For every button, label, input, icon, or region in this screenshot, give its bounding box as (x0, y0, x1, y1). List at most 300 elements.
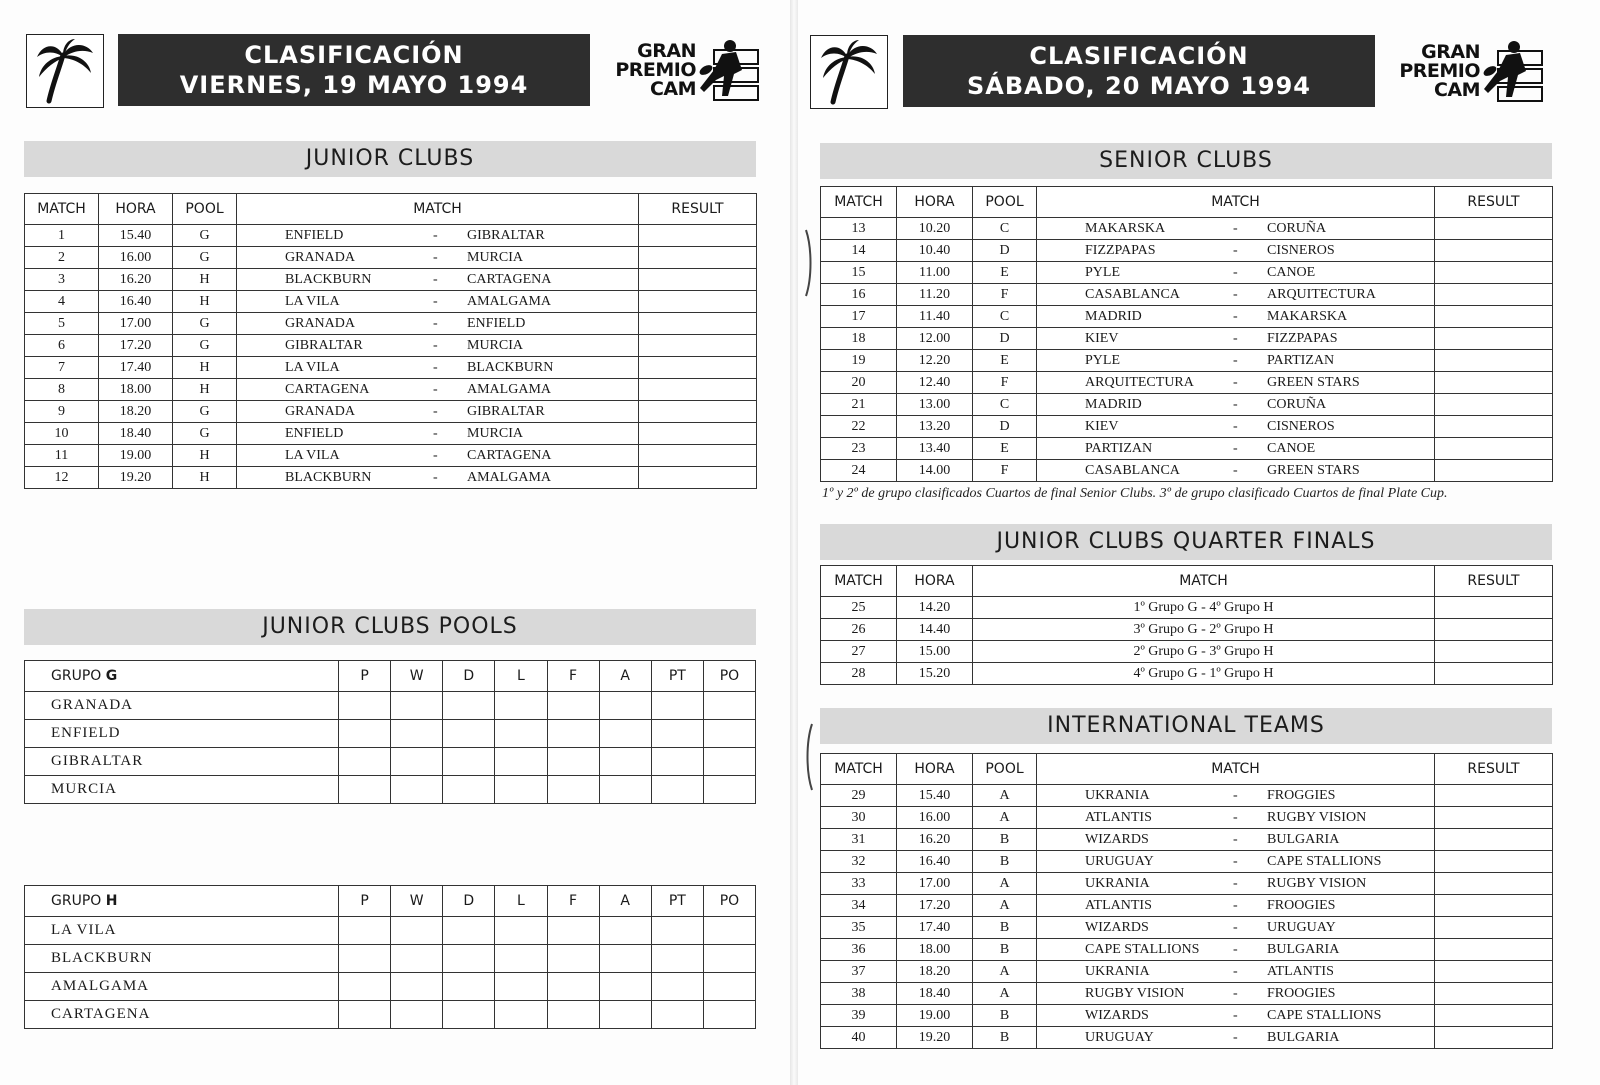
result-cell[interactable] (1435, 829, 1553, 851)
stat-cell[interactable] (599, 973, 651, 1001)
result-cell[interactable] (1435, 416, 1553, 438)
away-team: RUGBY VISION (1267, 810, 1367, 825)
palm-tree-icon (27, 35, 103, 107)
grupo-g-table (24, 660, 756, 804)
hora-cell: 17.00 (99, 313, 173, 335)
table-row (25, 313, 757, 335)
senior-qualification-note: 1º y 2º de grupo clasificados Cuartos de final Senior Clubs. 3º de grupo clasificado Cuartos de final Plate Cup. (822, 486, 1448, 501)
stat-cell[interactable] (703, 945, 755, 973)
away-team: FROOGIES (1267, 898, 1336, 913)
stat-cell[interactable] (547, 748, 599, 776)
hora-cell: 18.20 (897, 961, 973, 983)
result-cell[interactable] (639, 401, 757, 423)
hora-cell: 14.40 (897, 619, 973, 641)
stat-cell[interactable] (495, 748, 547, 776)
pool-cell: G (173, 247, 237, 269)
table-row (821, 983, 1553, 1005)
match-number-cell: 5 (25, 313, 99, 335)
hora-cell: 16.40 (99, 291, 173, 313)
stat-cell[interactable] (703, 776, 755, 804)
match-cell (237, 357, 639, 379)
match-separator: - (1233, 810, 1238, 825)
hora-cell: 11.00 (897, 262, 973, 284)
team-name-cell: CARTAGENA (25, 1001, 339, 1029)
table-row (821, 218, 1553, 240)
col-header-match-no: MATCH (821, 187, 897, 218)
stat-cell[interactable] (651, 748, 703, 776)
col-header-match: MATCH (973, 566, 1435, 597)
col-header-p: P (339, 661, 391, 692)
stat-cell[interactable] (651, 692, 703, 720)
stat-cell[interactable] (599, 945, 651, 973)
match-cell (1037, 895, 1435, 917)
match-cell (237, 313, 639, 335)
match-number-cell: 29 (821, 785, 897, 807)
home-team: ATLANTIS (1085, 898, 1152, 913)
match-cell (237, 291, 639, 313)
stat-cell[interactable] (495, 917, 547, 945)
stat-cell[interactable] (547, 973, 599, 1001)
stat-cell[interactable] (495, 720, 547, 748)
pool-cell: B (973, 939, 1037, 961)
hora-cell: 18.00 (897, 939, 973, 961)
match-number-cell: 7 (25, 357, 99, 379)
home-team: WIZARDS (1085, 832, 1149, 847)
home-team: URUGUAY (1085, 1030, 1154, 1045)
pool-cell: D (973, 328, 1037, 350)
away-team: CISNEROS (1267, 243, 1335, 258)
away-team: URUGUAY (1267, 920, 1336, 935)
stat-cell[interactable] (651, 776, 703, 804)
result-cell[interactable] (1435, 438, 1553, 460)
away-team: AMALGAMA (467, 470, 551, 485)
table-row (821, 394, 1553, 416)
match-cell: 4º Grupo G - 1º Grupo H (973, 663, 1435, 685)
result-cell[interactable] (1435, 983, 1553, 1005)
match-number-cell: 26 (821, 619, 897, 641)
pool-cell: B (973, 917, 1037, 939)
home-team: PARTIZAN (1085, 441, 1153, 456)
stat-cell[interactable] (495, 1001, 547, 1029)
international-teams-heading: INTERNATIONAL TEAMS (820, 708, 1552, 744)
stat-cell[interactable] (443, 748, 495, 776)
stat-cell[interactable] (339, 748, 391, 776)
match-cell: 2º Grupo G - 3º Grupo H (973, 641, 1435, 663)
home-team: GRANADA (285, 404, 355, 419)
match-separator: - (433, 250, 438, 265)
hora-cell: 19.00 (99, 445, 173, 467)
hora-cell: 15.40 (897, 785, 973, 807)
stat-cell[interactable] (703, 692, 755, 720)
stat-cell[interactable] (339, 1001, 391, 1029)
match-separator: - (433, 448, 438, 463)
stat-cell[interactable] (443, 720, 495, 748)
match-separator: - (433, 426, 438, 441)
away-team: ATLANTIS (1267, 964, 1334, 979)
match-number-cell: 14 (821, 240, 897, 262)
stat-cell[interactable] (599, 917, 651, 945)
col-header-d: D (443, 886, 495, 917)
stat-cell[interactable] (391, 1001, 443, 1029)
match-separator: - (1233, 397, 1238, 412)
home-team: LA VILA (285, 360, 340, 375)
stat-cell[interactable] (339, 692, 391, 720)
result-cell[interactable] (1435, 961, 1553, 983)
home-team: ATLANTIS (1085, 810, 1152, 825)
match-separator: - (1233, 1008, 1238, 1023)
table-header-row (821, 566, 1553, 597)
match-number-cell: 23 (821, 438, 897, 460)
result-cell[interactable] (639, 357, 757, 379)
result-cell[interactable] (639, 269, 757, 291)
stat-cell[interactable] (391, 776, 443, 804)
hora-cell: 15.20 (897, 663, 973, 685)
col-header-pool: POOL (973, 754, 1037, 785)
result-cell[interactable] (1435, 1005, 1553, 1027)
away-team: CAPE STALLIONS (1267, 1008, 1382, 1023)
result-cell[interactable] (1435, 785, 1553, 807)
quarter-finals-heading: JUNIOR CLUBS QUARTER FINALS (820, 524, 1552, 560)
result-cell[interactable] (639, 225, 757, 247)
stat-cell[interactable] (651, 917, 703, 945)
stat-cell[interactable] (599, 720, 651, 748)
home-team: CASABLANCA (1085, 463, 1180, 478)
match-cell (1037, 372, 1435, 394)
stat-cell[interactable] (339, 945, 391, 973)
col-header-hora: HORA (897, 566, 973, 597)
col-header-result: RESULT (1435, 187, 1553, 218)
team-name-cell: GIBRALTAR (25, 748, 339, 776)
stat-cell[interactable] (391, 692, 443, 720)
pool-cell: D (973, 416, 1037, 438)
hora-cell: 12.20 (897, 350, 973, 372)
stat-cell[interactable] (599, 1001, 651, 1029)
hora-cell: 18.00 (99, 379, 173, 401)
match-number-cell: 40 (821, 1027, 897, 1049)
stat-cell[interactable] (391, 917, 443, 945)
result-cell[interactable] (639, 335, 757, 357)
table-row (821, 350, 1553, 372)
hora-cell: 15.40 (99, 225, 173, 247)
stat-cell[interactable] (599, 748, 651, 776)
stat-cell[interactable] (651, 973, 703, 1001)
match-separator: - (433, 316, 438, 331)
stat-cell[interactable] (339, 973, 391, 1001)
stat-cell[interactable] (547, 917, 599, 945)
result-cell[interactable] (639, 445, 757, 467)
match-number-cell: 39 (821, 1005, 897, 1027)
pool-cell: E (973, 262, 1037, 284)
match-cell (1037, 873, 1435, 895)
table-row (25, 692, 756, 720)
result-cell[interactable] (1435, 597, 1553, 619)
pool-cell: H (173, 445, 237, 467)
grupo-h-header: GRUPO H (25, 886, 339, 917)
result-cell[interactable] (1435, 240, 1553, 262)
pool-cell: H (173, 357, 237, 379)
result-cell[interactable] (1435, 284, 1553, 306)
match-number-cell: 33 (821, 873, 897, 895)
result-cell[interactable] (1435, 460, 1553, 482)
home-team: MADRID (1085, 397, 1142, 412)
result-cell[interactable] (639, 467, 757, 489)
result-cell[interactable] (1435, 851, 1553, 873)
palm-tree-icon (811, 36, 887, 108)
stat-cell[interactable] (443, 945, 495, 973)
match-cell (237, 467, 639, 489)
table-row (25, 776, 756, 804)
away-team: FROGGIES (1267, 788, 1336, 803)
stat-cell[interactable] (391, 720, 443, 748)
match-number-cell: 2 (25, 247, 99, 269)
hora-cell: 16.20 (99, 269, 173, 291)
table-row (821, 939, 1553, 961)
match-cell: 3º Grupo G - 2º Grupo H (973, 619, 1435, 641)
pool-cell: C (973, 306, 1037, 328)
result-cell[interactable] (1435, 306, 1553, 328)
pool-cell: H (173, 291, 237, 313)
pool-cell: E (973, 350, 1037, 372)
stat-cell[interactable] (599, 692, 651, 720)
result-cell[interactable] (1435, 1027, 1553, 1049)
col-header-match-no: MATCH (821, 566, 897, 597)
gran-premio-cam-text: GRAN PREMIO CAM (1399, 41, 1480, 101)
match-cell (1037, 851, 1435, 873)
match-separator: - (1233, 920, 1238, 935)
home-team: WIZARDS (1085, 920, 1149, 935)
gran-premio-cam-text: GRAN PREMIO CAM (615, 40, 696, 100)
match-number-cell: 9 (25, 401, 99, 423)
stat-cell[interactable] (547, 692, 599, 720)
stat-cell[interactable] (547, 945, 599, 973)
match-cell (1037, 416, 1435, 438)
match-cell (1037, 328, 1435, 350)
match-cell (237, 379, 639, 401)
col-header-p: P (339, 886, 391, 917)
stat-cell[interactable] (599, 776, 651, 804)
match-number-cell: 31 (821, 829, 897, 851)
stat-cell[interactable] (391, 973, 443, 1001)
stat-cell[interactable] (703, 1001, 755, 1029)
col-header-f: F (547, 886, 599, 917)
home-team: BLACKBURN (285, 470, 372, 485)
match-separator: - (1233, 375, 1238, 390)
away-team: AMALGAMA (467, 382, 551, 397)
table-row (25, 423, 757, 445)
stat-cell[interactable] (443, 917, 495, 945)
away-team: BULGARIA (1267, 942, 1340, 957)
home-team: UKRANIA (1085, 876, 1150, 891)
team-name-cell: BLACKBURN (25, 945, 339, 973)
home-team: MADRID (1085, 309, 1142, 324)
away-team: FIZZPAPAS (1267, 331, 1338, 346)
gran-premio-cam-logo (596, 36, 762, 108)
result-cell[interactable] (1435, 895, 1553, 917)
away-team: CARTAGENA (467, 448, 552, 463)
match-number-cell: 18 (821, 328, 897, 350)
away-team: GIBRALTAR (467, 228, 545, 243)
pool-cell: H (173, 467, 237, 489)
stat-cell[interactable] (495, 945, 547, 973)
hora-cell: 18.40 (99, 423, 173, 445)
quarter-finals-table (820, 565, 1553, 685)
match-number-cell: 28 (821, 663, 897, 685)
pool-cell: A (973, 807, 1037, 829)
result-cell[interactable] (1435, 372, 1553, 394)
right-title-line2: SÁBADO, 20 MAYO 1994 (967, 72, 1311, 100)
pool-cell: B (973, 1027, 1037, 1049)
match-number-cell: 8 (25, 379, 99, 401)
match-cell (1037, 829, 1435, 851)
stat-cell[interactable] (339, 776, 391, 804)
stat-cell[interactable] (443, 973, 495, 1001)
table-row (821, 663, 1553, 685)
result-cell[interactable] (1435, 641, 1553, 663)
col-header-result: RESULT (639, 194, 757, 225)
stat-cell[interactable] (443, 692, 495, 720)
home-team: MAKARSKA (1085, 221, 1166, 236)
stat-cell[interactable] (495, 692, 547, 720)
col-header-result: RESULT (1435, 754, 1553, 785)
match-separator: - (1233, 898, 1238, 913)
result-cell[interactable] (1435, 939, 1553, 961)
stat-cell[interactable] (443, 1001, 495, 1029)
match-cell (237, 445, 639, 467)
table-row (821, 262, 1553, 284)
away-team: BULGARIA (1267, 1030, 1340, 1045)
col-header-hora: HORA (99, 194, 173, 225)
match-number-cell: 4 (25, 291, 99, 313)
stat-cell[interactable] (495, 776, 547, 804)
result-cell[interactable] (639, 247, 757, 269)
stat-cell[interactable] (651, 1001, 703, 1029)
result-cell[interactable] (639, 423, 757, 445)
table-row (821, 873, 1553, 895)
col-header-l: L (495, 661, 547, 692)
table-row (25, 917, 756, 945)
stat-cell[interactable] (703, 973, 755, 1001)
table-row (25, 1001, 756, 1029)
stat-cell[interactable] (339, 720, 391, 748)
stat-cell[interactable] (547, 720, 599, 748)
stat-cell[interactable] (547, 1001, 599, 1029)
stat-cell[interactable] (495, 973, 547, 1001)
result-cell[interactable] (1435, 663, 1553, 685)
result-cell[interactable] (1435, 262, 1553, 284)
home-team: CASABLANCA (1085, 287, 1180, 302)
pool-cell: H (173, 379, 237, 401)
result-cell[interactable] (639, 291, 757, 313)
match-cell (237, 225, 639, 247)
staple-top (804, 228, 814, 298)
result-cell[interactable] (1435, 218, 1553, 240)
table-header-row (25, 886, 756, 917)
pool-cell: A (973, 873, 1037, 895)
stat-cell[interactable] (339, 917, 391, 945)
result-cell[interactable] (1435, 619, 1553, 641)
table-row (821, 917, 1553, 939)
home-team: URUGUAY (1085, 854, 1154, 869)
pool-cell: G (173, 313, 237, 335)
col-header-pt: PT (651, 661, 703, 692)
table-row (821, 785, 1553, 807)
stat-cell[interactable] (651, 945, 703, 973)
col-header-l: L (495, 886, 547, 917)
col-header-a: A (599, 661, 651, 692)
table-row (25, 225, 757, 247)
home-team: UKRANIA (1085, 964, 1150, 979)
col-header-result: RESULT (1435, 566, 1553, 597)
stat-cell[interactable] (703, 917, 755, 945)
match-number-cell: 15 (821, 262, 897, 284)
home-team: KIEV (1085, 331, 1119, 346)
hora-cell: 13.00 (897, 394, 973, 416)
result-cell[interactable] (1435, 350, 1553, 372)
table-header-row (25, 194, 757, 225)
stat-cell[interactable] (651, 720, 703, 748)
match-number-cell: 20 (821, 372, 897, 394)
away-team: CORUÑA (1267, 221, 1327, 236)
col-header-hora: HORA (897, 754, 973, 785)
match-number-cell: 16 (821, 284, 897, 306)
stat-cell[interactable] (391, 748, 443, 776)
pool-cell: A (973, 961, 1037, 983)
stat-cell[interactable] (703, 748, 755, 776)
hora-cell: 11.40 (897, 306, 973, 328)
result-cell[interactable] (1435, 394, 1553, 416)
stat-cell[interactable] (443, 776, 495, 804)
stat-cell[interactable] (547, 776, 599, 804)
home-team: GRANADA (285, 250, 355, 265)
match-number-cell: 3 (25, 269, 99, 291)
pool-cell: B (973, 829, 1037, 851)
result-cell[interactable] (1435, 807, 1553, 829)
match-cell (1037, 785, 1435, 807)
stat-cell[interactable] (703, 720, 755, 748)
table-row (25, 445, 757, 467)
result-cell[interactable] (1435, 873, 1553, 895)
match-separator: - (433, 272, 438, 287)
hora-cell: 19.20 (99, 467, 173, 489)
result-cell[interactable] (1435, 917, 1553, 939)
hora-cell: 16.20 (897, 829, 973, 851)
pool-cell: E (973, 438, 1037, 460)
match-number-cell: 19 (821, 350, 897, 372)
match-cell (1037, 961, 1435, 983)
match-separator: - (433, 294, 438, 309)
match-number-cell: 1 (25, 225, 99, 247)
hora-cell: 18.40 (897, 983, 973, 1005)
col-header-po: PO (703, 886, 755, 917)
home-team: PYLE (1085, 265, 1120, 280)
match-number-cell: 22 (821, 416, 897, 438)
result-cell[interactable] (639, 313, 757, 335)
away-team: BLACKBURN (467, 360, 554, 375)
hora-cell: 10.20 (897, 218, 973, 240)
away-team: GREEN STARS (1267, 463, 1360, 478)
result-cell[interactable] (639, 379, 757, 401)
hora-cell: 16.40 (897, 851, 973, 873)
stat-cell[interactable] (391, 945, 443, 973)
away-team: ARQUITECTURA (1267, 287, 1376, 302)
grupo-g-header: GRUPO G (25, 661, 339, 692)
result-cell[interactable] (1435, 328, 1553, 350)
home-team: BLACKBURN (285, 272, 372, 287)
match-cell (1037, 394, 1435, 416)
match-cell (1037, 983, 1435, 1005)
junior-clubs-table (24, 193, 757, 489)
match-number-cell: 36 (821, 939, 897, 961)
